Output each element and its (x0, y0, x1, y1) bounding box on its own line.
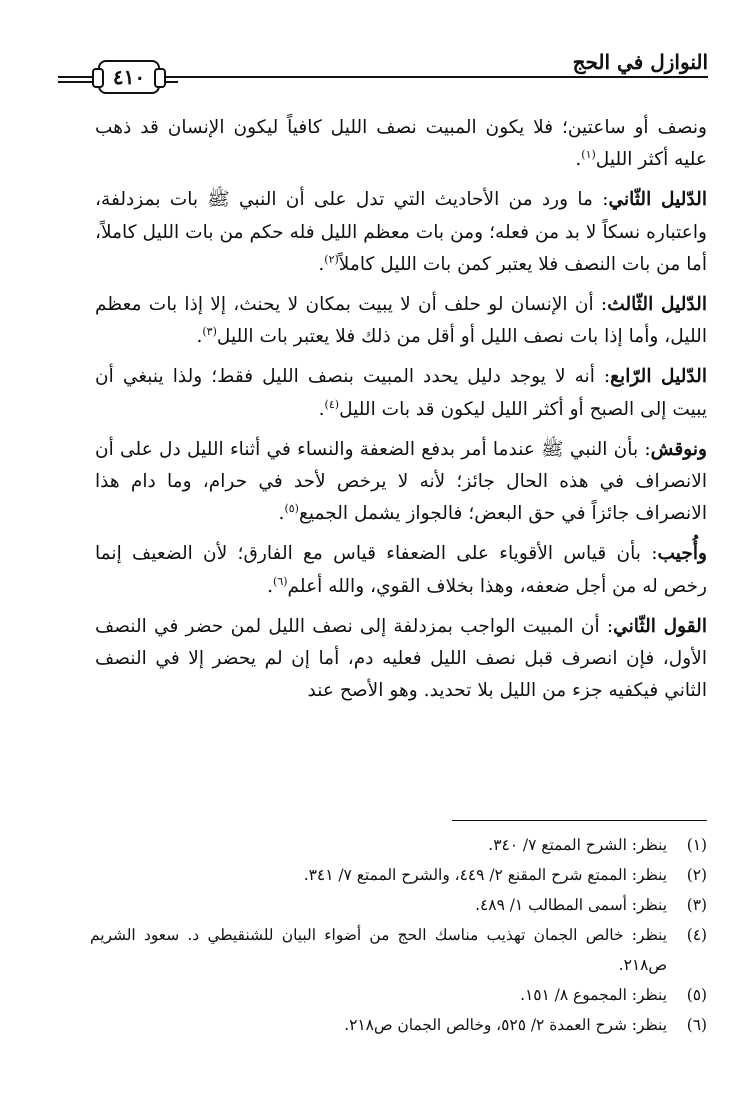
footnote (90, 890, 707, 920)
paragraph (95, 112, 707, 176)
footnote-number: (٦) (686, 1016, 707, 1034)
paragraph (95, 361, 707, 425)
footnote-ref[interactable]: (٤) (324, 397, 340, 411)
footnotes (90, 830, 707, 1040)
paragraph (95, 289, 707, 353)
paragraph-tail: . (318, 398, 325, 420)
paragraph-text: : أنه لا يوجد دليل يحدد المبيت بنصف الليل فقط؛ ولذا ينبغي أن يبيت إلى الصبح أو أكثر الليل ليكون قد بات الليل (95, 366, 707, 420)
footnote-ref[interactable]: (٦) (273, 574, 288, 588)
paragraph-text: : بأن النبي ﷺ عندما أمر بدفع الضعفة والنساء في أثناء الليل دل على أن الانصراف في هذه الحال جائز؛ لأنه لا يرخص لأحد في حرام، وما دام هذا الانصراف جائزاً في حق البعض؛ فالجواز يشمل الجميع (95, 438, 707, 525)
footnote-number: (٣) (686, 896, 707, 914)
paragraph (95, 184, 707, 281)
paragraph-text: : أن المبيت الواجب بمزدلفة إلى نصف الليل لمن حضر في النصف الأول، فإن انصرف قبل نصف الليل فعليه دم، أما إن لم يحضر إلا في النصف الثاني فيكفيه جزء من الليل بلا تحديد. وهو الأصح عند (95, 615, 707, 702)
paragraph-term: ونوقش (650, 438, 707, 460)
paragraph (95, 434, 707, 531)
footnote-number: (٥) (686, 986, 707, 1004)
footnote-text: ينظر: الشرح الممتع ٧/ ٣٤٠. (488, 836, 667, 854)
paragraph-tail: . (267, 575, 274, 597)
footnote (90, 860, 707, 890)
footnote-separator (452, 820, 707, 821)
paragraph-text: ونصف أو ساعتين؛ فلا يكون المبيت نصف الليل كافياً ليكون الإنسان قد ذهب عليه أكثر الليل (95, 117, 707, 171)
footnote-text: ينظر: خالص الجمان تهذيب مناسك الحج من أضواء البيان للشنقيطي د. سعود الشريم ص٢١٨. (90, 926, 667, 974)
page-header (58, 50, 708, 94)
paragraph-term: القول الثّاني (613, 615, 707, 637)
book-title: النوازل في الحج (563, 50, 708, 74)
footnote-number: (٤) (686, 926, 707, 944)
paragraph-term: الدّليل الثّالث (607, 294, 707, 316)
footnote-text: ينظر: أسمى المطالب ١/ ٤٨٩. (475, 896, 667, 914)
paragraph-text: : بأن قياس الأقوياء على الضعفاء قياس مع الفارق؛ لأن الضعيف إنما رخص له من أجل ضعفه، وهذا بخلاف القوي، والله أعلم (95, 543, 707, 597)
paragraph-text: : ما ورد من الأحاديث التي تدل على أن النبي ﷺ بات بمزدلفة، واعتباره نسكاً لا بد من فعله؛ ومن بات معظم الليل فله حكم من بات الليل كاملاً، أما من بات النصف فلا يعتبر كمن بات الليل كاملاً (95, 189, 707, 275)
footnote-ref[interactable]: (١) (581, 148, 596, 162)
paragraph (95, 538, 707, 602)
footnote (90, 920, 707, 980)
paragraph-tail: . (575, 149, 582, 171)
paragraph-term: وأُجيب (657, 543, 707, 565)
footnote (90, 830, 707, 860)
footnote-ref[interactable]: (٢) (324, 252, 339, 266)
paragraph-term: الدّليل الثّاني (608, 189, 708, 211)
footnote-text: ينظر: شرح العمدة ٢/ ٥٢٥، وخالص الجمان ص٢١٨. (344, 1016, 667, 1034)
paragraph-tail: . (318, 253, 325, 275)
page-number: ٤١٠ (98, 60, 160, 94)
footnote-ref[interactable]: (٣) (202, 325, 217, 339)
paragraph-tail: . (196, 326, 203, 348)
footnote (90, 1010, 707, 1040)
footnote-ref[interactable]: (٥) (284, 502, 299, 516)
footnote-text: ينظر: المجموع ٨/ ١٥١. (520, 986, 667, 1004)
paragraph-term: الدّليل الرّابع (610, 366, 708, 388)
footnote (90, 980, 707, 1010)
footnote-number: (٢) (686, 866, 707, 884)
footnote-number: (١) (686, 836, 707, 854)
paragraph (95, 611, 707, 708)
footnote-text: ينظر: الممتع شرح المقنع ٢/ ٤٤٩، والشرح الممتع ٧/ ٣٤١. (303, 866, 667, 884)
main-text (95, 112, 707, 715)
paragraph-tail: . (278, 503, 285, 525)
paragraph-text: : أن الإنسان لو حلف أن لا يبيت بمكان لا يحنث، إلا إذا بات معظم الليل، وأما إذا بات نصف الليل أو أقل من ذلك فلا يعتبر بات الليل (95, 294, 707, 348)
